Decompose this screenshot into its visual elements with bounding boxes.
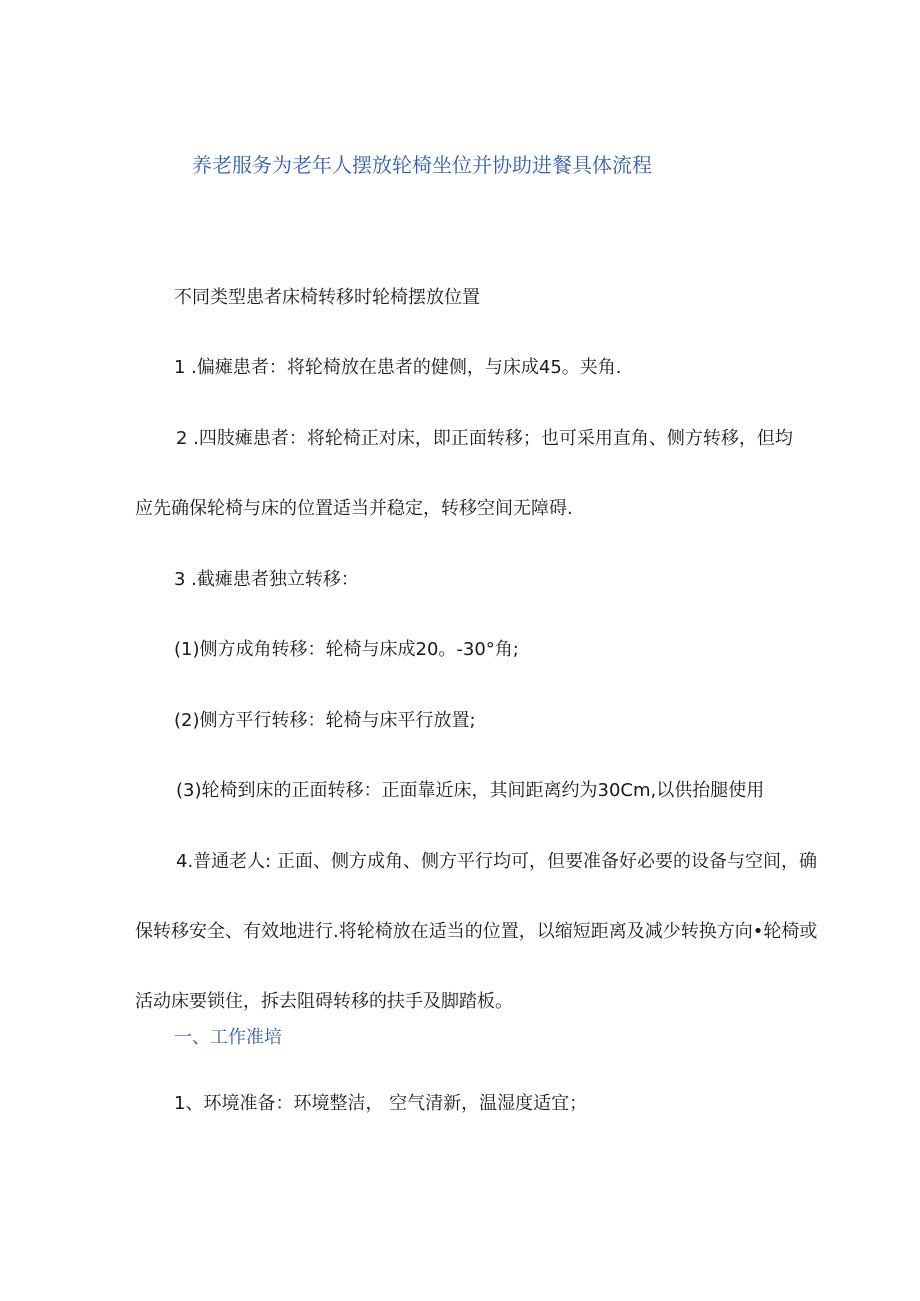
document-title: 养老服务为老年人摆放轮椅坐位并协助进餐具体流程 xyxy=(192,153,652,177)
list-item-4-line-3: 活动床要锁住，拆去阻碍转移的扶手及脚踏板。 xyxy=(135,991,513,1012)
prep-item-1: 1、环境准备：环境整洁， 空气清新，温湿度适宜； xyxy=(174,1093,588,1114)
list-item-3: 3 .截瘫患者独立转移： xyxy=(174,569,359,590)
list-item-3-sub-3: (3)轮椅到床的正面转移：正面靠近床，其间距离约为30Cm,以供抬腿使用 xyxy=(176,780,765,801)
list-item-4-line-2: 保转移安全、有效地进行.将轮椅放在适当的位置，以缩短距离及减少转换方向•轮椅或 xyxy=(135,921,818,942)
list-item-4-line-1: 4.普通老人: 正面、侧方成角、侧方平行均可，但要准备好必要的设备与空间，确 xyxy=(176,851,817,872)
list-item-2-line-2: 应先确保轮椅与床的位置适当并稳定，转移空间无障碍. xyxy=(135,498,573,519)
list-item-1: 1 .偏瘫患者：将轮椅放在患者的健侧，与床成45。夹角. xyxy=(174,357,622,378)
section-intro: 不同类型患者床椅转移时轮椅摆放位置 xyxy=(174,287,480,308)
list-item-2-line-1: 2 .四肢瘫患者：将轮椅正对床，即正面转移；也可采用直角、侧方转移，但均 xyxy=(176,428,793,449)
section-heading-work-preparation: 一、工作准培 xyxy=(174,1027,282,1048)
list-item-3-sub-1: (1)侧方成角转移：轮椅与床成20。-30°角; xyxy=(174,639,519,660)
list-item-3-sub-2: (2)侧方平行转移：轮椅与床平行放置; xyxy=(174,710,476,731)
